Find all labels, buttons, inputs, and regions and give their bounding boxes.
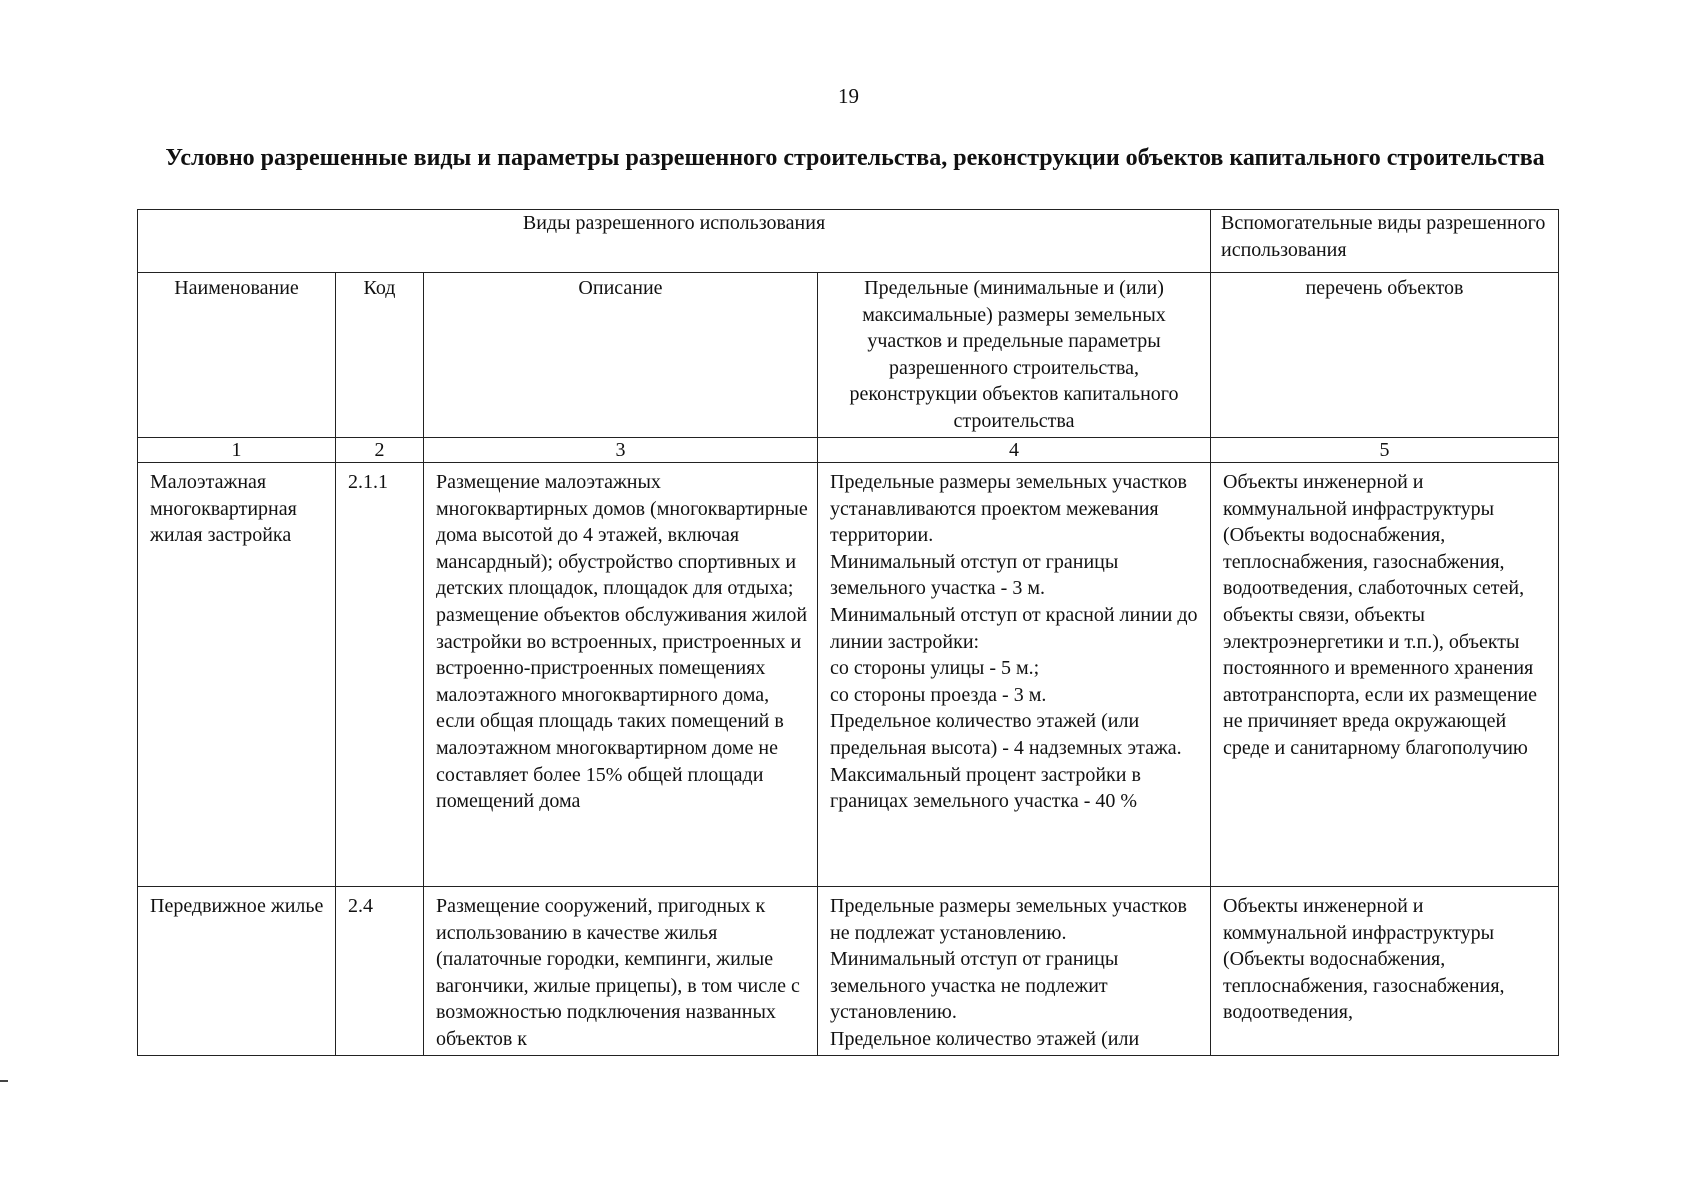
parameter-line: Предельное количество этажей (или bbox=[830, 1027, 1140, 1050]
page-number: 19 bbox=[838, 84, 859, 108]
aux-objects-cell: Объекты инженерной и коммунальной инфраструктуры (Объекты водоснабжения, теплоснабжения, газоснабжения, водоотведения, слаботочных сетей, объекты связи, объекты электроэнергетики и т.п.), объекты постоянного и временного хранения автотранспорта, если их размещение не причиняет вреда окружающей среде и санитарному благополучию bbox=[1211, 463, 1559, 887]
parameter-line: Предельные размеры земельных участков не подлежат установлению. bbox=[830, 895, 1187, 944]
group-header-row bbox=[138, 210, 1559, 273]
column-header-parameters: Предельные (минимальные и (или) максимальные) размеры земельных участков и предельные параметры разрешенного строительства, реконструкции объектов капитального строительства bbox=[818, 273, 1211, 438]
table-row bbox=[138, 463, 1559, 887]
parameter-line: Минимальный отступ от красной линии до линии застройки: bbox=[830, 603, 1198, 653]
column-header-description: Описание bbox=[424, 273, 818, 438]
use-description-cell: Размещение малоэтажных многоквартирных домов (многоквартирные дома высотой до 4 этажей, включая мансардный); обустройство спортивных и детских площадок, площадок для отдыха; размещение объектов обслуживания жилой застройки во встроенных, пристроенных и встроенно-пристроенных помещениях малоэтажного многоквартирного дома, если общая площадь таких помещений в малоэтажном многоквартирном доме не составляет более 15% общей площади помещений дома bbox=[424, 463, 818, 887]
column-header-name: Наименование bbox=[138, 273, 336, 438]
use-name-cell: Передвижное жилье bbox=[138, 887, 336, 1056]
parameter-line: Максимальный процент застройки в границах земельного участка - 40 % bbox=[830, 763, 1141, 813]
use-name-cell: Малоэтажная многоквартирная жилая застройка bbox=[138, 463, 336, 887]
column-header-code: Код bbox=[336, 273, 424, 438]
use-code-cell: 2.1.1 bbox=[336, 463, 424, 887]
use-code-cell: 2.4 bbox=[336, 887, 424, 1056]
use-parameters-cell bbox=[818, 463, 1211, 887]
parameter-line: Минимальный отступ от границы земельного участка - 3 м. bbox=[830, 550, 1119, 600]
use-description-cell: Размещение сооружений, пригодных к использованию в качестве жилья (палаточные городки, кемпинги, жилые вагончики, жилые прицепы), в том числе с возможностью подключения названных объектов к bbox=[424, 887, 818, 1056]
aux-objects-cell: Объекты инженерной и коммунальной инфраструктуры (Объекты водоснабжения, теплоснабжения, газоснабжения, водоотведения, bbox=[1211, 887, 1559, 1056]
column-number: 1 bbox=[138, 438, 336, 463]
parameter-line: Предельное количество этажей (или предельная высота) - 4 надземных этажа. bbox=[830, 710, 1182, 759]
column-number: 5 bbox=[1211, 438, 1559, 463]
column-number: 3 bbox=[424, 438, 818, 463]
use-parameters-cell bbox=[818, 887, 1211, 1056]
column-number-row bbox=[138, 438, 1559, 463]
parameter-line: Предельные размеры земельных участков устанавливаются проектом межевания территории. bbox=[830, 471, 1187, 547]
column-header-row bbox=[138, 273, 1559, 438]
group-header-main: Виды разрешенного использования bbox=[138, 210, 1211, 273]
document-title: Условно разрешенные виды и параметры разрешенного строительства, реконструкции объектов капитального строительства bbox=[165, 145, 1545, 171]
parameter-line: со стороны проезда - 3 м. bbox=[830, 683, 1047, 706]
group-header-aux: Вспомогательные виды разрешенного использования bbox=[1211, 210, 1559, 273]
column-header-objects: перечень объектов bbox=[1211, 273, 1559, 438]
permitted-use-table bbox=[137, 209, 1559, 1056]
column-number: 2 bbox=[336, 438, 424, 463]
table-row bbox=[138, 887, 1559, 1056]
parameter-line: со стороны улицы - 5 м.; bbox=[830, 657, 1040, 680]
column-number: 4 bbox=[818, 438, 1211, 463]
scan-margin-mark bbox=[0, 1080, 8, 1082]
parameter-line: Минимальный отступ от границы земельного участка не подлежит установлению. bbox=[830, 948, 1119, 1024]
